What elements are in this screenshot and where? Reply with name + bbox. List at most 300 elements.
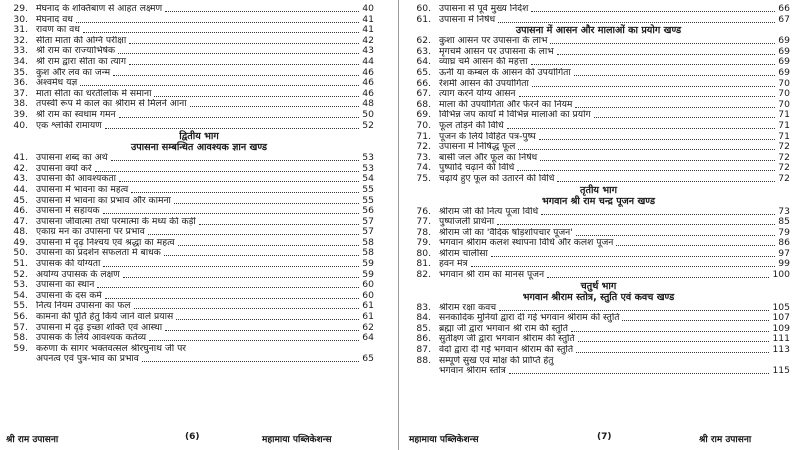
entry-title: बासी जल और फूल का निषेध — [439, 152, 538, 163]
entry-title: मेघनाद के शक्तिबाण से आहत लक्ष्मण — [36, 4, 163, 14]
entry-title: रावण का वध — [36, 25, 80, 36]
entry-title: मेघनाद वध — [36, 14, 73, 25]
entry-number: 51. — [13, 258, 28, 270]
entry-page-number: 72 — [778, 141, 790, 153]
entry-page-number: 55 — [362, 194, 374, 206]
toc-entry — [399, 100, 798, 111]
toc-entry — [0, 4, 398, 15]
entry-page-number: 99 — [778, 258, 790, 270]
entry-number: 56. — [13, 311, 28, 323]
entry-number: 45. — [13, 194, 28, 206]
toc-entry — [0, 333, 398, 344]
entry-title: उपासना की आवश्यकता — [36, 174, 117, 185]
entry-title: नित्य नियम उपासना का फल — [36, 301, 131, 312]
entry-title: सम्पूर्ण सुख एवं मोक्ष की प्राप्ति हेतु — [439, 355, 554, 366]
entry-page-number: 67 — [778, 13, 790, 25]
entry-page-number: 113 — [772, 344, 790, 356]
entry-page-number: 111 — [772, 333, 790, 345]
toc-entry — [0, 344, 398, 355]
toc-entry — [0, 78, 398, 89]
entry-title: श्रीराम रक्षा कवच — [439, 302, 497, 313]
entry-number: 35. — [13, 66, 28, 78]
dot-leader — [574, 68, 776, 76]
entry-title: पुष्पादि चढ़ाने की विधि — [439, 163, 515, 174]
dot-leader — [129, 36, 359, 44]
entry-title: चढ़ाये हुए फूल को उतारने की विधि — [439, 173, 555, 184]
dot-leader — [550, 36, 775, 44]
entry-page-number: 79 — [778, 226, 790, 238]
entry-title: फूल तोड़ने की विधि — [439, 120, 504, 131]
dot-leader — [509, 366, 770, 374]
dot-leader — [80, 78, 359, 86]
toc-entry — [0, 174, 398, 185]
toc-entry — [399, 356, 798, 367]
toc-entry — [399, 366, 798, 377]
entry-page-number: 100 — [772, 269, 790, 281]
dot-leader — [499, 303, 769, 311]
toc-entry — [0, 99, 398, 110]
left-page — [0, 0, 399, 450]
dot-leader — [575, 100, 775, 108]
entry-page-number: 53 — [362, 162, 374, 174]
toc-entry — [399, 249, 798, 260]
entry-title: उपासना में भावना का प्रभाव और कामना — [36, 195, 171, 206]
entry-page-number: 40 — [362, 3, 374, 14]
toc-entry — [0, 259, 398, 270]
entry-page-number: 48 — [362, 98, 374, 110]
entry-title: उपासना में भावना का महत्व — [36, 184, 129, 195]
entry-title: उपासना में सहायक — [36, 206, 100, 217]
toc-entry — [399, 89, 798, 100]
entry-page-number: 71 — [778, 130, 790, 142]
toc-entry — [399, 163, 798, 174]
entry-page-number: 53 — [362, 152, 374, 164]
dot-leader — [557, 174, 775, 182]
entry-title: रेशमी आसन की उपयोगिता — [439, 78, 529, 89]
entry-page-number: 55 — [362, 183, 374, 195]
entry-page-number: 70 — [778, 98, 790, 110]
dot-leader — [518, 142, 775, 150]
dot-leader — [131, 185, 359, 193]
entry-page-number: 69 — [778, 45, 790, 57]
entry-page-number: 52 — [362, 119, 374, 131]
entry-number: 68. — [416, 98, 431, 110]
entry-number: 82. — [416, 269, 431, 281]
dot-leader — [532, 79, 775, 87]
entry-number: 73. — [416, 151, 431, 163]
entry-title: वेदों द्वारा दी गई भगवान श्रीराम की स्तुति — [439, 345, 574, 356]
dot-leader — [531, 57, 776, 65]
entry-number: 47. — [13, 215, 28, 227]
entry-number: 78. — [416, 226, 431, 238]
entry-title: कामना की पूर्ति हेतु किये जाने वाले प्रयास — [36, 312, 174, 323]
entry-title: उपासक के लिये आवश्यक कर्तव्य — [36, 333, 147, 344]
entry-page-number: 41 — [362, 24, 374, 36]
entry-number: 86. — [416, 333, 431, 345]
entry-page-number: 57 — [362, 215, 374, 227]
toc-entry — [0, 46, 398, 57]
toc-entry — [399, 259, 798, 270]
entry-title: करुणा के सागर भक्तवत्सल श्रीरघुनाथ जी पर — [36, 343, 187, 354]
entry-title: उपासना का प्रदर्शन सफलता में बाधक — [36, 248, 161, 259]
entry-number: 66. — [416, 77, 431, 89]
entry-number: 67. — [416, 88, 431, 100]
entry-number: 52. — [13, 268, 28, 280]
toc-entry — [0, 280, 398, 291]
entry-number: 70. — [416, 119, 431, 131]
dot-leader — [541, 207, 775, 215]
dot-leader — [497, 217, 775, 225]
toc-entry — [0, 291, 398, 302]
toc-entry — [399, 303, 798, 314]
entry-page-number: 60 — [362, 279, 374, 291]
toc-entry — [0, 217, 398, 228]
entry-page-number: 62 — [362, 321, 374, 333]
entry-page-number: 46 — [362, 77, 374, 89]
entry-page-number: 72 — [778, 162, 790, 174]
dot-leader — [547, 270, 769, 278]
entry-number: 38. — [13, 98, 28, 110]
entry-title: श्री राम का राज्याभिषेक — [36, 46, 116, 57]
entry-page-number: 105 — [772, 301, 790, 313]
entry-page-number: 69 — [778, 56, 790, 68]
entry-number: 41. — [13, 152, 28, 164]
entry-page-number: 61 — [362, 311, 374, 323]
entry-page-number: 71 — [778, 109, 790, 121]
dot-leader — [616, 238, 775, 246]
dot-leader — [165, 323, 359, 331]
entry-page-number: 61 — [362, 300, 374, 312]
entry-page-number: 70 — [778, 77, 790, 89]
dot-leader — [148, 227, 359, 235]
dot-leader — [176, 312, 359, 320]
dot-leader — [539, 132, 776, 140]
toc-entry — [399, 345, 798, 356]
entry-number: 50. — [13, 247, 28, 259]
dot-leader — [517, 163, 775, 171]
dot-leader — [118, 46, 359, 54]
entry-title: सनकादिक मुनियों द्वारा दी गई भगवान श्रीराम की स्तुति — [439, 313, 620, 324]
toc-entry — [399, 334, 798, 345]
entry-title: ऊनी या कम्बल के आसन की उपयोगिता — [439, 67, 571, 78]
entry-page-number: 70 — [778, 88, 790, 100]
entry-page-number: 64 — [362, 332, 374, 344]
entry-page-number: 59 — [362, 268, 374, 280]
entry-title: उपासना से पूर्व मुख्य निर्देश — [439, 4, 529, 14]
entry-title: श्रीराम जी की नित्य पूजा विधि — [439, 206, 539, 217]
entry-number: 53. — [13, 279, 28, 291]
entry-page-number: 58 — [362, 236, 374, 248]
entry-number: 72. — [416, 141, 431, 153]
footer-page-number: (7) — [597, 432, 612, 442]
toc-entry — [399, 68, 798, 79]
entry-page-number: 107 — [772, 312, 790, 324]
entry-title: ब्रह्मा जी द्वारा भगवान श्री राम की स्तुति — [439, 323, 569, 334]
entry-number: 76. — [416, 205, 431, 217]
entry-number: 83. — [416, 301, 431, 313]
left-footer — [0, 432, 398, 446]
entry-number: 58. — [13, 332, 28, 344]
entry-title: विभिन्न जप कार्यों में विभिन्न मालाओं का प्रयोग — [439, 110, 591, 121]
entry-number: 84. — [416, 312, 431, 324]
entry-number: 61. — [416, 13, 431, 25]
toc-entry — [0, 312, 398, 323]
entry-title: सीता माता की अग्नि परीक्षा — [36, 35, 127, 46]
entry-number: 88. — [416, 354, 431, 366]
toc-entry — [399, 110, 798, 121]
toc-entry — [0, 15, 398, 26]
toc-entry — [0, 196, 398, 207]
section-heading: भगवान श्री राम चन्द्र पूजन खण्ड — [542, 195, 655, 207]
dot-leader — [149, 333, 359, 341]
entry-page-number: 72 — [778, 151, 790, 163]
entry-page-number: 46 — [362, 87, 374, 99]
dot-leader — [103, 206, 360, 214]
toc-entry — [0, 238, 398, 249]
entry-page-number: 60 — [362, 289, 374, 301]
toc-entry — [399, 47, 798, 58]
toc-entry — [0, 25, 398, 36]
section-heading: उपासना में आसन और मालाओं का प्रयोग खण्ड — [515, 25, 682, 37]
entry-title: तपस्वी रूप में काल का श्रीराम से मिलने आना — [36, 99, 187, 110]
toc-entry — [0, 354, 398, 365]
entry-page-number: 115 — [772, 365, 790, 377]
entry-number: 81. — [416, 258, 431, 270]
entry-number: 32. — [13, 34, 28, 46]
toc-entry — [399, 174, 798, 185]
entry-title: उपासना के दस कर्म — [36, 290, 102, 301]
dot-leader — [578, 334, 770, 342]
entry-title: उपासना में निषेध — [439, 14, 496, 25]
entry-page-number: 54 — [362, 173, 374, 185]
entry-page-number: 69 — [778, 66, 790, 78]
entry-number: 48. — [13, 226, 28, 238]
entry-number: 62. — [416, 35, 431, 47]
right-page — [399, 0, 798, 450]
entry-number: 31. — [13, 24, 28, 36]
toc-entry — [399, 207, 798, 218]
dot-leader — [498, 15, 775, 23]
entry-number: 75. — [416, 172, 431, 184]
dot-leader — [174, 196, 359, 204]
entry-title: एकाग्र मन का उपासना पर प्रभाव — [36, 227, 145, 238]
entry-number: 80. — [416, 247, 431, 259]
entry-number: 46. — [13, 205, 28, 217]
toc-entry — [399, 228, 798, 239]
entry-number: 69. — [416, 109, 431, 121]
toc-entry — [0, 185, 398, 196]
entry-page-number: 65 — [362, 353, 374, 365]
toc-entry — [0, 301, 398, 312]
dot-leader — [519, 89, 776, 97]
entry-number: 59. — [13, 342, 28, 354]
toc-entry — [0, 110, 398, 121]
entry-page-number: 58 — [362, 247, 374, 259]
dot-leader — [164, 248, 360, 256]
right-toc-list — [399, 4, 798, 377]
entry-number: 87. — [416, 344, 431, 356]
entry-title: उपासना क्यों करें — [36, 163, 92, 174]
dot-leader — [178, 238, 360, 246]
entry-page-number: 69 — [778, 35, 790, 47]
toc-entry — [399, 4, 798, 15]
dot-leader — [111, 153, 360, 161]
toc-entry — [0, 153, 398, 164]
toc-entry — [0, 323, 398, 334]
entry-title: उपासक की योग्यता — [36, 259, 101, 270]
entry-title: सुतीक्ष्ण जी द्वारा भगवान श्रीराम की स्तुति — [439, 334, 575, 345]
entry-page-number: 59 — [362, 258, 374, 270]
dot-leader — [622, 313, 769, 321]
toc-entry — [0, 270, 398, 281]
entry-number: 74. — [416, 162, 431, 174]
entry-number: 30. — [13, 13, 28, 25]
toc-entry — [399, 270, 798, 281]
toc-entry — [399, 57, 798, 68]
entry-number: 60. — [416, 3, 431, 14]
dot-leader — [123, 270, 359, 278]
entry-title: पुष्पांजली प्रार्थना — [439, 217, 495, 228]
toc-entry — [0, 227, 398, 238]
entry-title: उपासना में दृढ़ निश्चय एवं श्रद्धा का महत्व — [36, 237, 175, 248]
entry-title: त्याग करने योग्य आसन — [439, 89, 516, 100]
entry-page-number: 66 — [778, 3, 790, 14]
entry-title: मृगचर्म आसन पर उपासना के लाभ — [439, 46, 554, 57]
entry-number: 71. — [416, 130, 431, 142]
section-heading: चतुर्थ भाग — [580, 280, 617, 292]
entry-title: अयोग्य उपासक के लक्षण — [36, 269, 120, 280]
entry-page-number: 86 — [778, 237, 790, 249]
entry-title: श्रीराम जी का 'वैदिक षोड़शोपचार पूजन' — [439, 227, 573, 238]
entry-title: माला की उपयोगिता और फेरने का नियम — [439, 99, 573, 110]
dot-leader — [557, 47, 776, 55]
right-footer — [399, 432, 798, 446]
dot-leader — [540, 153, 775, 161]
entry-number: 40. — [13, 119, 28, 131]
footer-book-title: श्री राम उपासना — [6, 435, 59, 445]
toc-entry — [0, 248, 398, 259]
toc-entry — [0, 121, 398, 132]
entry-page-number: 85 — [778, 216, 790, 228]
dot-leader — [471, 259, 776, 267]
entry-title: माता सीता का धरतीलोक में समाना — [36, 88, 152, 99]
dot-leader — [165, 4, 359, 12]
entry-title: कुशा आसन पर उपासना के लाभ — [439, 36, 548, 47]
dot-leader — [531, 4, 775, 12]
section-heading: तृतीय भाग — [580, 184, 617, 196]
toc-entry — [0, 89, 398, 100]
toc-entry — [399, 217, 798, 228]
entry-number: 49. — [13, 236, 28, 248]
toc-entry — [0, 164, 398, 175]
entry-number: 36. — [13, 77, 28, 89]
entry-number: 77. — [416, 216, 431, 228]
entry-page-number: 71 — [778, 119, 790, 131]
entry-title: श्री राम का स्वधाम गमन — [36, 109, 116, 120]
toc-entry — [0, 206, 398, 217]
dot-leader — [113, 68, 359, 76]
dot-leader — [103, 259, 359, 267]
toc-entry — [399, 153, 798, 164]
entry-number: 39. — [13, 108, 28, 120]
dot-leader — [76, 15, 359, 23]
entry-page-number: 44 — [362, 55, 374, 67]
footer-book-title: श्री राम उपासना — [699, 435, 752, 445]
toc-entry — [399, 79, 798, 90]
entry-title: श्री राम द्वारा सीता का त्याग — [36, 56, 127, 67]
toc-entry — [399, 142, 798, 153]
dot-leader — [594, 110, 776, 118]
entry-title: उपासना में दृढ़ इच्छा शक्ति एवं आस्था — [36, 322, 163, 333]
entry-number: 37. — [13, 87, 28, 99]
toc-entry — [399, 36, 798, 47]
dot-leader — [95, 164, 360, 172]
dot-leader — [105, 121, 360, 129]
entry-title: उपासना जीवात्मा तथा परमात्मा के मध्य की कड़ी — [36, 216, 196, 227]
entry-title: भगवान श्रीराम कलश स्थापना विधि और कलश पूजन — [439, 238, 614, 249]
entry-title: एक श्लोकी रामायण — [36, 120, 102, 131]
toc-entry — [399, 313, 798, 324]
entry-title: श्रीराम चालीसा — [439, 248, 488, 259]
entry-number: 34. — [13, 55, 28, 67]
section-heading: भगवान श्रीराम स्तोत्र, स्तुति एवं कवच खण्ड — [522, 291, 675, 303]
entry-number: 29. — [13, 3, 28, 14]
entry-page-number: 57 — [362, 226, 374, 238]
dot-leader — [119, 110, 360, 118]
entry-title: पूजन के लिये विहित पत्र-पुष्प — [439, 131, 536, 142]
entry-number: 85. — [416, 322, 431, 334]
entry-page-number: 72 — [778, 172, 790, 184]
entry-title: भगवान श्रीराम स्तोत्र — [439, 366, 506, 377]
footer-page-number: (6) — [185, 432, 200, 442]
dot-leader — [142, 354, 359, 362]
entry-page-number: 109 — [772, 322, 790, 334]
toc-entry — [399, 132, 798, 143]
dot-leader — [576, 228, 776, 236]
dot-leader — [134, 301, 360, 309]
entry-number: 33. — [13, 45, 28, 57]
footer-publisher: महामाया पब्लिकेशन्स — [409, 435, 479, 445]
dot-leader — [507, 121, 776, 129]
dot-leader — [571, 324, 769, 332]
dot-leader — [119, 174, 359, 182]
entry-number: 63. — [416, 45, 431, 57]
footer-publisher: महामाया पब्लिकेशन्स — [262, 435, 332, 445]
entry-number: 55. — [13, 300, 28, 312]
entry-title: उपासना का स्थान — [36, 280, 95, 291]
dot-leader — [105, 291, 360, 299]
entry-number: 44. — [13, 183, 28, 195]
entry-title: उपासना में निषिद्ध फूल — [439, 142, 516, 153]
entry-title: अपनत्व एवं पुत्र-भाव का प्रभाव — [36, 354, 139, 365]
entry-number: 42. — [13, 162, 28, 174]
dot-leader — [129, 57, 359, 65]
entry-page-number: 41 — [362, 13, 374, 25]
entry-number: 57. — [13, 321, 28, 333]
entry-page-number: 42 — [362, 34, 374, 46]
dot-leader — [491, 249, 775, 257]
toc-entry — [399, 15, 798, 26]
entry-number: 43. — [13, 173, 28, 185]
dot-leader — [576, 345, 769, 353]
toc-entry — [399, 121, 798, 132]
entry-title: कुश और लव का जन्म — [36, 67, 111, 78]
entry-number: 54. — [13, 289, 28, 301]
section-heading: उपासना सम्बन्धित आवश्यक ज्ञान खण्ड — [130, 142, 268, 154]
dot-leader — [190, 99, 360, 107]
entry-page-number: 50 — [362, 108, 374, 120]
entry-title: हवन मंत्र — [439, 259, 468, 270]
